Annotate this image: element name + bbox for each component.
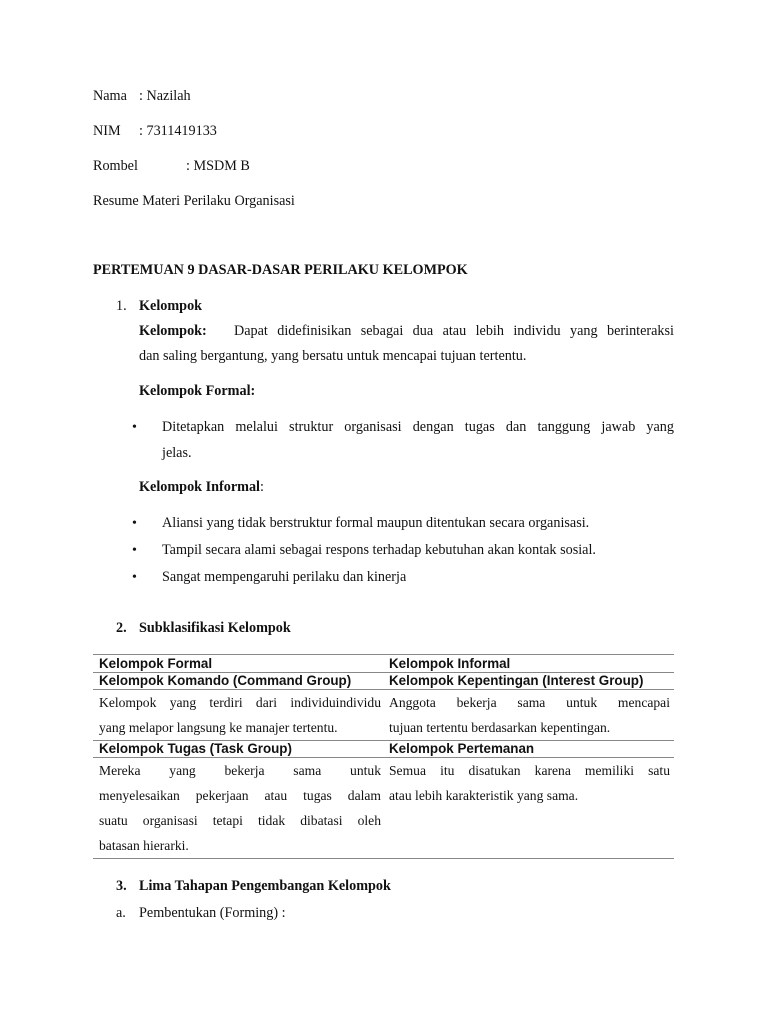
informal-bullet: Tampil secara alami sebagai respons terhadap kebutuhan akan kontak sosial. (162, 542, 596, 558)
table-cell: Kelompok Komando (Command Group) (93, 673, 385, 690)
table-cell-line: Anggota bekerja sama untuk mencapai (389, 695, 670, 710)
rombel-label: Rombel (93, 158, 138, 174)
table-cell-line: Semua itu disatukan karena memiliki satu (389, 763, 670, 778)
table-row (93, 655, 674, 673)
table-cell-line: menyelesaikan pekerjaan atau tugas dalam (99, 788, 381, 803)
bullet-icon (132, 569, 137, 587)
table-cell-line: suatu organisasi tetapi tidak dibatasi oleh (99, 813, 381, 828)
table-cell-line: Mereka yang bekerja sama untuk (99, 763, 381, 778)
table-header-informal: Kelompok Informal (385, 655, 674, 673)
resume-title: Resume Materi Perilaku Organisasi (93, 193, 295, 209)
section1-number: 1. (116, 298, 127, 314)
informal-bullet: Aliansi yang tidak berstruktur formal maupun ditentukan secara organisasi. (162, 515, 590, 531)
nama-value: : Nazilah (139, 88, 191, 104)
table-cell-line: tujuan tertentu berdasarkan kepentingan. (389, 720, 611, 735)
rombel-value: : MSDM B (186, 158, 250, 174)
page-title: PERTEMUAN 9 DASAR-DASAR PERILAKU KELOMPOK (93, 262, 468, 278)
bullet-icon (132, 515, 137, 533)
formal-bullet-line-2: jelas. (162, 445, 192, 461)
section3-heading: Lima Tahapan Pengembangan Kelompok (139, 878, 391, 894)
sub-item-text: Pembentukan (Forming) : (139, 905, 286, 921)
table-cell (93, 690, 385, 741)
bullet-icon (132, 542, 137, 560)
nim-value: : 7311419133 (139, 123, 217, 139)
table-cell-line: atau lebih karakteristik yang sama. (389, 788, 579, 803)
table-cell-line: yang melapor langsung ke manajer tertentu. (99, 720, 338, 735)
bullet-icon (132, 419, 137, 437)
section3-number: 3. (116, 878, 127, 894)
definition-line-2: dan saling bergantung, yang bersatu untuk mencapai tujuan tertentu. (139, 348, 527, 364)
table-cell: Kelompok Kepentingan (Interest Group) (385, 673, 674, 690)
table-row (93, 673, 674, 690)
subclassification-table (93, 654, 674, 859)
definition-line-1: Dapat didefinisikan sebagai dua atau lebih individu yang berinteraksi (234, 323, 674, 339)
table-header-formal: Kelompok Formal (93, 655, 385, 673)
informal-heading: Kelompok Informal (139, 479, 260, 495)
formal-bullet-line-1: Ditetapkan melalui struktur organisasi dengan tugas dan tanggung jawab yang (162, 419, 674, 435)
table-row (93, 690, 674, 741)
section2-heading: Subklasifikasi Kelompok (139, 620, 291, 636)
table-row (93, 741, 674, 758)
sub-item-letter: a. (116, 905, 126, 921)
nama-label: Nama (93, 88, 127, 104)
section2-number: 2. (116, 620, 127, 636)
section1-heading: Kelompok (139, 298, 203, 314)
table-cell: Kelompok Pertemanan (385, 741, 674, 758)
informal-bullet: Sangat mempengaruhi perilaku dan kinerja (162, 569, 407, 585)
informal-heading-wrap (139, 479, 264, 497)
table-cell (385, 758, 674, 859)
table-cell-line: Kelompok yang terdiri dari individuindividu (99, 695, 381, 710)
table-cell-line: batasan hierarki. (99, 838, 189, 853)
definition-term: Kelompok: (139, 323, 207, 339)
table-row (93, 758, 674, 859)
table-cell (385, 690, 674, 741)
nim-label: NIM (93, 123, 121, 139)
table-cell: Kelompok Tugas (Task Group) (93, 741, 385, 758)
informal-colon: : (260, 479, 264, 495)
formal-heading: Kelompok Formal: (139, 383, 256, 399)
table-cell (93, 758, 385, 859)
